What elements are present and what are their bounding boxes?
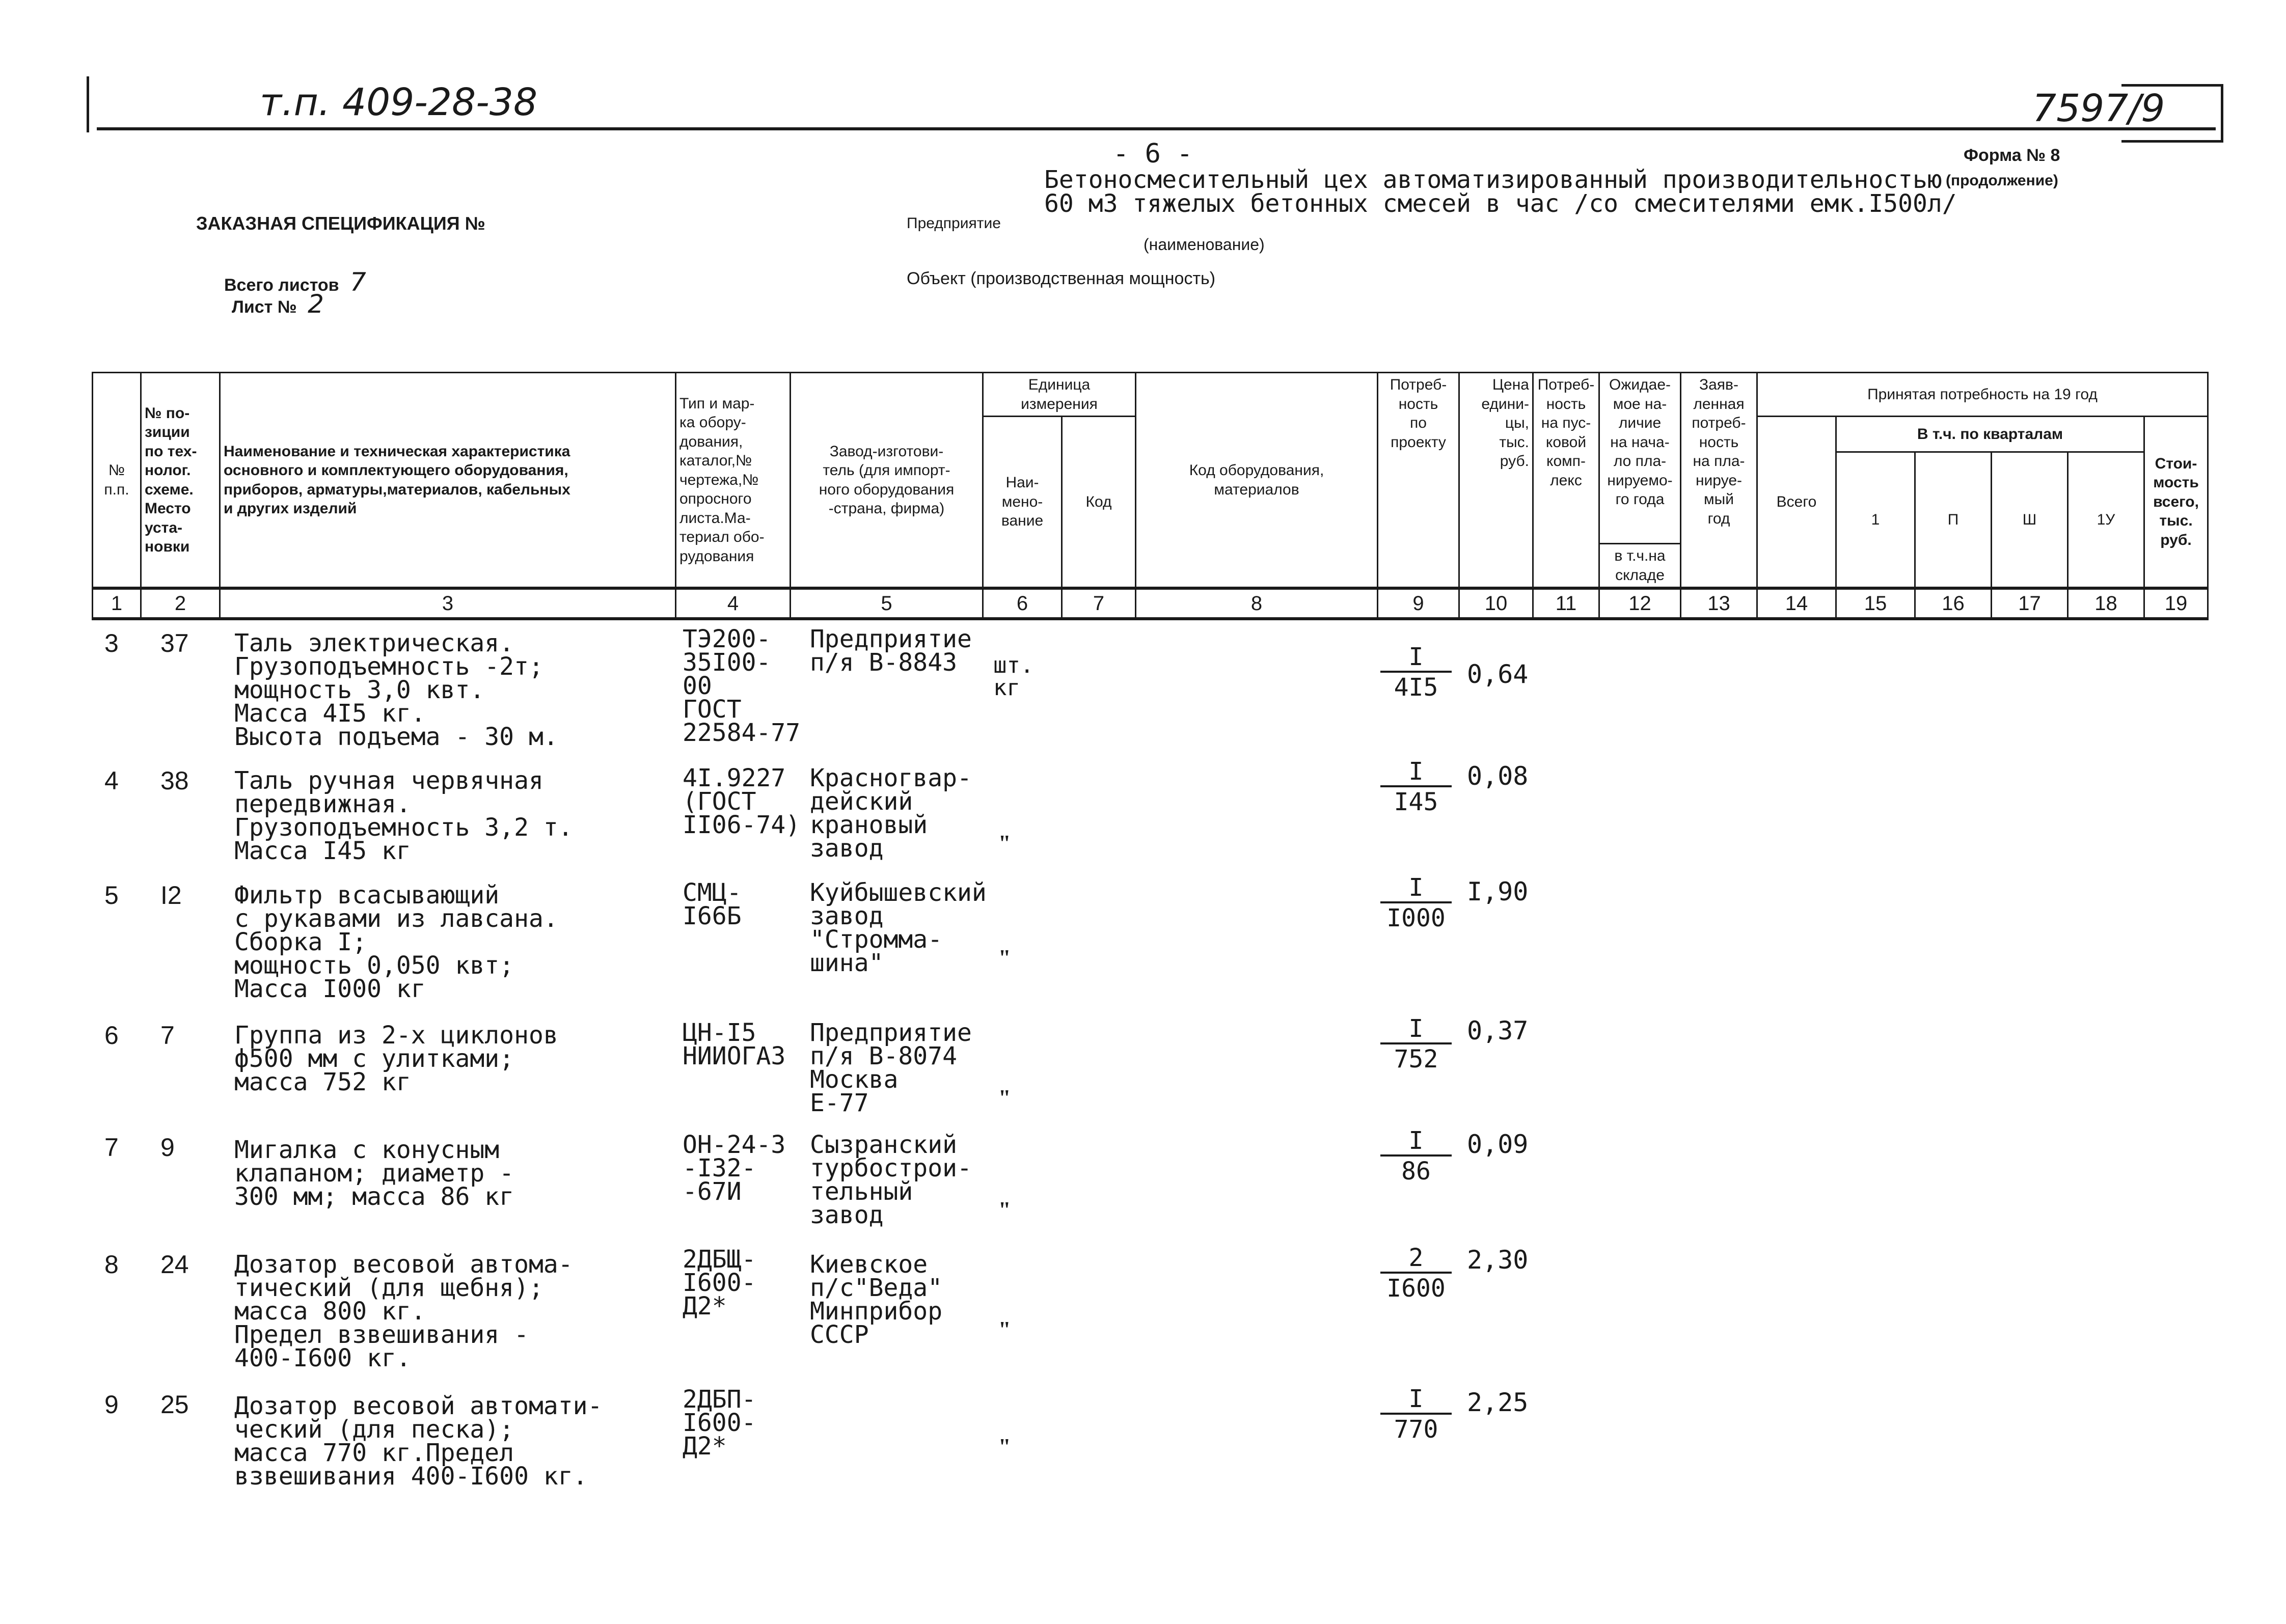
row-position: 37 xyxy=(160,629,189,657)
row-number: 9 xyxy=(104,1390,119,1419)
need-denominator: I000 xyxy=(1386,904,1446,932)
sheet-number-value: 2 xyxy=(308,289,324,319)
row-position: 7 xyxy=(160,1021,175,1050)
col-number: 6 xyxy=(983,588,1062,619)
naming-label: (наименование) xyxy=(1144,235,1265,254)
col-header-q4: 1У xyxy=(2068,452,2144,589)
row-name: Дозатор весовой автомати- ческий (для песка); масса 770 кг.Предел взвешивания 400-I600 кг. xyxy=(234,1392,603,1491)
need-numerator: I xyxy=(1408,1126,1424,1155)
col-number: 14 xyxy=(1757,588,1836,619)
row-maker: Куйбышевский завод "Стромма- шина" xyxy=(810,878,987,977)
row-number: 6 xyxy=(104,1021,119,1050)
need-numerator: I xyxy=(1408,643,1424,671)
row-name: Таль ручная червячная передвижная. Грузоподъемность 3,2 т. Масса I45 кг xyxy=(234,766,573,865)
row-number: 3 xyxy=(104,629,119,657)
need-denominator: 4I5 xyxy=(1394,673,1438,702)
row-type: ТЭ200- 35I00- 00 ГОСТ 22584-77 xyxy=(683,625,801,747)
need-denominator: 770 xyxy=(1394,1415,1438,1444)
need-denominator: 752 xyxy=(1394,1045,1438,1074)
col-header-num: № п.п. xyxy=(93,373,141,589)
row-ditto-mark: " xyxy=(998,1434,1011,1459)
row-maker: Киевское п/с"Веда" Минприбор СССР xyxy=(810,1250,943,1349)
col-number: 5 xyxy=(791,588,983,619)
col-header-accepted-group: Принятая потребность на 19 год xyxy=(1757,373,2208,417)
row-number: 5 xyxy=(104,881,119,910)
need-numerator: I xyxy=(1408,757,1424,786)
row-name: Мигалка с конусным клапаном; диаметр - 300 мм; масса 86 кг xyxy=(234,1136,514,1211)
sheet-number-label: Лист № xyxy=(232,297,297,317)
page-number: - 6 - xyxy=(1113,139,1193,169)
col-header-type: Тип и мар- ка обору- дования, каталог,№ чертежа,№ опросного листа.Ма- териал обо- рудования xyxy=(676,373,791,589)
row-position: 25 xyxy=(160,1390,189,1419)
col-header-startup-need: Потреб- ность на пус- ковой комп- лекс xyxy=(1533,373,1599,589)
col-header-q2: П xyxy=(1915,452,1992,589)
row-position: 38 xyxy=(160,766,189,795)
col-header-cost: Стои- мость всего, тыс. руб. xyxy=(2144,417,2208,589)
row-position: 24 xyxy=(160,1250,189,1279)
col-header-q3: Ш xyxy=(1992,452,2068,589)
need-denominator: I600 xyxy=(1386,1274,1446,1303)
col-header-unit-group: Единица измерения xyxy=(983,373,1136,417)
row-name: Дозатор весовой автома- тический (для щебня); масса 800 кг. Предел взвешивания - 400-I600 кг. xyxy=(234,1250,573,1372)
row-ditto-mark: " xyxy=(998,831,1011,856)
col-number: 19 xyxy=(2144,588,2208,619)
row-maker: Сызранский турбострои- тельный завод xyxy=(810,1131,972,1229)
continuation-label: (продолжение) xyxy=(1946,172,2058,189)
row-name: Фильтр всасывающий с рукавами из лавсана. Сборка I; мощность 0,050 квт; Масса I000 кг xyxy=(234,881,558,1003)
row-type: ЦН-I5 НИИОГАЗ xyxy=(683,1019,786,1070)
row-unit-price: 0,64 xyxy=(1467,659,1529,689)
need-numerator: 2 xyxy=(1408,1244,1424,1272)
row-ditto-mark: " xyxy=(998,1317,1011,1342)
col-number: 9 xyxy=(1378,588,1459,619)
col-header-maker: Завод-изготови- тель (для импорт- ного оборудования -страна, фирма) xyxy=(791,373,983,589)
row-number: 7 xyxy=(104,1133,119,1162)
row-project-need xyxy=(1375,644,1457,700)
row-type: 2ДБП- I600- Д2* xyxy=(683,1385,756,1461)
row-project-need xyxy=(1375,875,1457,931)
row-unit-price: I,90 xyxy=(1467,877,1529,906)
need-numerator: I xyxy=(1408,873,1424,902)
row-type: 4I.9227 (ГОСТ II06-74) xyxy=(683,764,801,839)
col-header-total: Всего xyxy=(1757,417,1836,589)
col-header-equipment-code: Код оборудования, материалов xyxy=(1136,373,1378,589)
col-number: 4 xyxy=(676,588,791,619)
row-unit: шт. кг xyxy=(993,652,1034,701)
row-maker: Предприятие п/я В-8074 Москва Е-77 xyxy=(810,1019,972,1117)
row-maker: Предприятие п/я В-8843 xyxy=(810,625,972,677)
object-title-line1: Бетоносмесительный цех автоматизированный производительностью xyxy=(1044,166,1942,194)
row-unit-price: 2,30 xyxy=(1467,1245,1529,1275)
row-position: 9 xyxy=(160,1133,175,1162)
row-ditto-mark: " xyxy=(998,1085,1011,1110)
col-number: 7 xyxy=(1062,588,1136,619)
row-ditto-mark: " xyxy=(998,1197,1011,1222)
row-type: ОН-24-3 -I32- -67И xyxy=(683,1131,786,1206)
row-type: СМЦ- I66Б xyxy=(683,878,742,930)
object-title-line2: 60 м3 тяжелых бетонных смесей в час /со смесителями емк.I500л/ xyxy=(1044,189,1957,218)
row-number: 8 xyxy=(104,1250,119,1279)
col-number: 18 xyxy=(2068,588,2144,619)
row-name: Группа из 2-х циклонов ф500 мм с улитками; масса 752 кг xyxy=(234,1021,558,1096)
row-unit-price: 0,09 xyxy=(1467,1130,1529,1159)
need-denominator: 86 xyxy=(1401,1157,1431,1186)
object-label: Объект (производственная мощность) xyxy=(907,269,1216,288)
col-header-in-stock: в т.ч.на складе xyxy=(1599,544,1681,589)
row-name: Таль электрическая. Грузоподъемность -2т; мощность 3,0 квт. Масса 4I5 кг. Высота подъема - 30 м. xyxy=(234,629,558,751)
row-unit-price: 2,25 xyxy=(1467,1388,1529,1417)
row-project-need xyxy=(1375,759,1457,815)
need-denominator: I45 xyxy=(1394,788,1438,816)
total-sheets-value: 7 xyxy=(350,267,366,297)
enterprise-label: Предприятие xyxy=(907,215,1001,232)
frame-left-mark xyxy=(87,76,89,132)
col-header-position: № по- зиции по тех- нолог. схеме. Место уста- новки xyxy=(141,373,220,589)
frame-top-line xyxy=(97,127,2216,130)
col-number: 1 xyxy=(93,588,141,619)
col-header-name: Наименование и техническая характеристика основного и комплектующего оборудования, приборов, арматуры,материалов, кабельных и других изделий xyxy=(220,373,676,589)
col-number: 3 xyxy=(220,588,676,619)
row-ditto-mark: " xyxy=(998,945,1011,970)
need-numerator: I xyxy=(1408,1014,1424,1043)
col-header-project-need: Потреб- ность по проекту xyxy=(1378,373,1459,589)
col-header-unit-price: Цена едини- цы, тыс. руб. xyxy=(1459,373,1533,589)
row-project-need xyxy=(1375,1016,1457,1072)
spec-title: ЗАКАЗНАЯ СПЕЦИФИКАЦИЯ № xyxy=(196,213,485,234)
col-header-expected: Ожидае- мое на- личие на нача- ло пла- нируемо- го года xyxy=(1599,373,1681,544)
col-number: 15 xyxy=(1836,588,1915,619)
sheet-number xyxy=(232,289,324,319)
row-unit-price: 0,37 xyxy=(1467,1016,1529,1045)
col-number: 17 xyxy=(1992,588,2068,619)
row-type: 2ДБЩ- I600- Д2* xyxy=(683,1245,756,1320)
row-project-need xyxy=(1375,1386,1457,1442)
column-number-row xyxy=(93,588,2208,619)
col-header-unit-name: Наи- мено- вание xyxy=(983,417,1062,589)
col-number: 16 xyxy=(1915,588,1992,619)
col-number: 13 xyxy=(1681,588,1757,619)
row-position: I2 xyxy=(160,881,182,910)
col-number: 12 xyxy=(1599,588,1681,619)
row-project-need xyxy=(1375,1245,1457,1301)
col-header-q1: 1 xyxy=(1836,452,1915,589)
total-sheets-label: Всего листов xyxy=(224,276,339,295)
col-header-quarters-group: В т.ч. по кварталам xyxy=(1836,417,2144,452)
row-unit-price: 0,08 xyxy=(1467,761,1529,791)
row-number: 4 xyxy=(104,766,119,795)
col-number: 10 xyxy=(1459,588,1533,619)
col-header-unit-code: Код xyxy=(1062,417,1136,589)
col-number: 2 xyxy=(141,588,220,619)
form-label: Форма № 8 xyxy=(1964,146,2060,165)
col-number: 8 xyxy=(1136,588,1378,619)
row-project-need xyxy=(1375,1128,1457,1184)
archive-number: 7597/9 xyxy=(2032,87,2165,130)
col-header-declared: Заяв- ленная потреб- ность на пла- нируе- мый год xyxy=(1681,373,1757,589)
doc-code: т.п. 409-28-38 xyxy=(260,80,538,124)
col-number: 11 xyxy=(1533,588,1599,619)
spec-table-header xyxy=(92,372,2209,620)
need-numerator: I xyxy=(1408,1385,1424,1413)
row-maker: Красногвар- дейский крановый завод xyxy=(810,764,972,863)
